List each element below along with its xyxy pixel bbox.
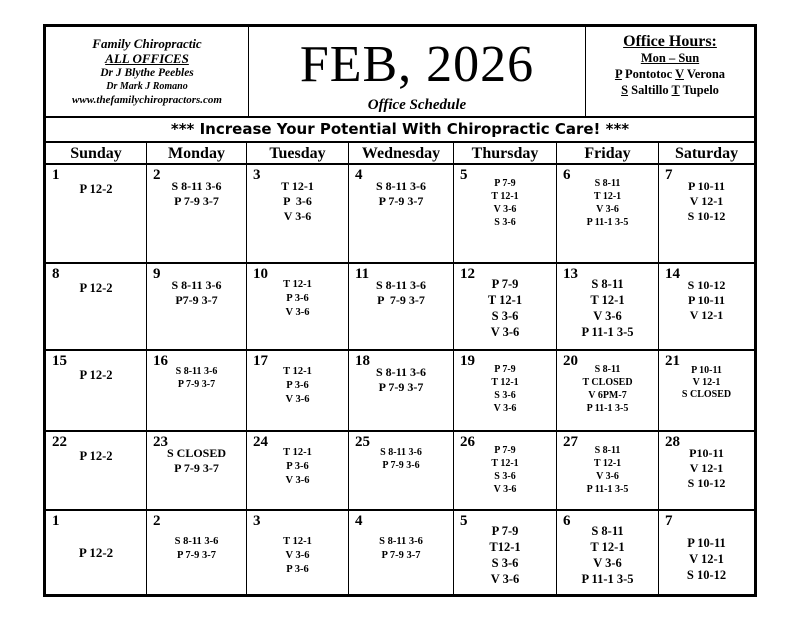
calendar-frame: [43, 24, 757, 597]
schedule-lines: [557, 276, 658, 340]
schedule-lines: [454, 444, 556, 496]
schedule-line: T 12-1: [281, 179, 314, 193]
legend-office: Tupelo: [679, 83, 719, 97]
schedule-line: S 3-6: [491, 556, 519, 570]
schedule-line: P 7-9 3-6: [382, 460, 420, 471]
schedule-lines: [349, 179, 453, 209]
day-cell: [454, 432, 557, 511]
schedule-lines: [659, 535, 754, 583]
schedule-lines: [557, 177, 658, 229]
day-number: 19: [460, 353, 475, 369]
legend-code: S: [621, 83, 629, 97]
schedule-line: S 8-11 3-6: [171, 179, 222, 193]
day-cell: [349, 351, 454, 432]
schedule-lines: [247, 179, 348, 224]
schedule-line: P 7-9 3-7: [378, 194, 424, 208]
schedule-line: S 8-11 3-6: [380, 447, 422, 458]
schedule-line: P 12-2: [79, 449, 113, 463]
day-number: 16: [153, 353, 168, 369]
day-cell: [46, 432, 147, 511]
day-number: 13: [563, 266, 578, 282]
schedule-line: P 12-2: [79, 281, 113, 295]
day-cell: [46, 264, 147, 351]
schedule-lines: [147, 179, 246, 209]
schedule-line: T 12-1: [491, 377, 519, 388]
practice-name: Family Chiropractic: [92, 36, 202, 51]
schedule-line: P 7-9 3-7: [176, 550, 217, 561]
schedule-line: P 11-1 3-5: [581, 572, 634, 586]
schedule-lines: [46, 181, 146, 197]
schedule-line: V 12-1: [692, 377, 721, 388]
schedule-lines: [349, 446, 453, 472]
schedule-line: P 11-1 3-5: [586, 217, 629, 228]
schedule-line: P 7-9 3-7: [174, 461, 219, 475]
day-number: 21: [665, 353, 680, 369]
day-number: 7: [665, 513, 673, 529]
day-number: 22: [52, 434, 67, 450]
schedule-line: S 8-11: [591, 524, 624, 538]
schedule-line: S 8-11 3-6: [171, 278, 222, 292]
day-cell: [247, 165, 349, 264]
schedule-line: P 11-1 3-5: [586, 403, 629, 414]
schedule-line: S 8-11 3-6: [379, 536, 423, 547]
day-number: 8: [52, 266, 60, 282]
day-number: 12: [460, 266, 475, 282]
weekday-header: Wednesday: [349, 143, 454, 165]
schedule-line: P 10-11: [687, 179, 725, 193]
day-number: 2: [153, 167, 161, 183]
schedule-lines: [147, 365, 246, 391]
schedule-line: T 12-1: [491, 458, 519, 469]
legend-office: Saltillo: [628, 83, 672, 97]
schedule-line: P7-9 3-7: [175, 293, 218, 307]
day-cell: [557, 165, 659, 264]
legend-code: V: [675, 67, 684, 81]
schedule-line: V 3-6: [285, 394, 310, 405]
month-title: FEB, 2026: [299, 36, 535, 93]
schedule-line: P 7-9 3-7: [378, 380, 424, 394]
schedule-line: S 8-11 3-6: [375, 365, 426, 379]
schedule-line: P 7-9 3-7: [174, 194, 219, 208]
schedule-line: P 7-9: [494, 178, 516, 189]
schedule-line: V 3-6: [285, 475, 310, 486]
legend-code: P: [614, 67, 622, 81]
day-cell: [46, 165, 147, 264]
schedule-line: V 3-6: [593, 309, 622, 323]
schedule-line: P 11-1 3-5: [586, 484, 629, 495]
weekday-header: Sunday: [46, 143, 147, 165]
schedule-line: V 3-6: [493, 403, 517, 414]
schedule-line: V 12-1: [689, 461, 724, 475]
schedule-line: S 3-6: [494, 471, 516, 482]
schedule-line: S 10-12: [687, 476, 726, 490]
schedule-line: S 8-11 3-6: [174, 536, 219, 547]
schedule-line: P 11-1 3-5: [581, 325, 634, 339]
schedule-line: S 8-11 3-6: [375, 278, 426, 292]
schedule-line: T CLOSED: [582, 377, 633, 388]
day-number: 27: [563, 434, 578, 450]
day-cell: [147, 165, 247, 264]
day-cell: [659, 511, 754, 594]
weekday-header: Monday: [147, 143, 247, 165]
day-cell: [147, 432, 247, 511]
day-cell: [147, 351, 247, 432]
schedule-lines: [247, 278, 348, 320]
schedule-lines: [247, 365, 348, 407]
office-legend-line-1: [586, 66, 754, 82]
schedule-lines: [349, 365, 453, 395]
schedule-line: P 12-2: [79, 368, 113, 382]
schedule-lines: [659, 278, 754, 323]
day-number: 20: [563, 353, 578, 369]
schedule-line: S 10-12: [687, 209, 726, 223]
schedule-lines: [454, 177, 556, 229]
schedule-line: T12-1: [489, 540, 521, 554]
schedule-line: P 7-9 3-7: [381, 550, 421, 561]
doctor-2: Dr Mark J Romano: [106, 81, 188, 92]
schedule-line: S 8-11: [594, 445, 621, 456]
schedule-lines: [659, 179, 754, 224]
schedule-line: P 7-9: [494, 364, 516, 375]
day-number: 6: [563, 167, 571, 183]
schedule-lines: [557, 363, 658, 415]
day-cell: [454, 165, 557, 264]
schedule-line: T 12-1: [593, 458, 622, 469]
schedule-line: S CLOSED: [681, 389, 732, 400]
day-cell: [659, 351, 754, 432]
schedule-lines: [46, 448, 146, 464]
schedule-lines: [349, 278, 453, 308]
day-cell: [349, 264, 454, 351]
schedule-lines: [147, 535, 246, 563]
schedule-lines: [659, 365, 754, 401]
day-cell: [454, 511, 557, 594]
schedule-line: P 3-6: [286, 293, 309, 304]
schedule-line: S 8-11 3-6: [375, 179, 426, 193]
schedule-line: S 8-11: [591, 277, 624, 291]
schedule-line: T 12-1: [590, 293, 625, 307]
day-number: 5: [460, 513, 468, 529]
day-cell: [147, 264, 247, 351]
day-number: 18: [355, 353, 370, 369]
day-cell: [454, 351, 557, 432]
weekday-header: Saturday: [659, 143, 754, 165]
schedule-line: P 7-9: [494, 445, 516, 456]
schedule-lines: [46, 545, 146, 561]
schedule-line: V 12-1: [689, 308, 724, 322]
schedule-line: T 12-1: [593, 191, 622, 202]
schedule-lines: [349, 535, 453, 563]
schedule-line: P 3-6: [286, 380, 309, 391]
day-cell: [147, 511, 247, 594]
schedule-line: P 10-11: [687, 536, 726, 550]
day-number: 28: [665, 434, 680, 450]
day-number: 15: [52, 353, 67, 369]
weekday-header: Thursday: [454, 143, 557, 165]
day-cell: [557, 264, 659, 351]
practice-info: [46, 27, 249, 118]
day-number: 14: [665, 266, 680, 282]
schedule-line: T 12-1: [283, 536, 312, 547]
day-number: 2: [153, 513, 161, 529]
day-number: 4: [355, 167, 363, 183]
day-cell: [659, 165, 754, 264]
title-block: [249, 27, 586, 118]
schedule-lines: [147, 278, 246, 308]
schedule-line: V 3-6: [490, 325, 520, 339]
schedule-lines: [46, 280, 146, 296]
legend-office: Verona: [683, 67, 726, 81]
day-cell: [349, 511, 454, 594]
day-number: 7: [665, 167, 673, 183]
day-number: 26: [460, 434, 475, 450]
schedule-lines: [659, 446, 754, 491]
promo-banner: *** Increase Your Potential With Chiropractic Care! ***: [46, 118, 754, 143]
doctor-1: Dr J Blythe Peebles: [100, 67, 194, 79]
schedule-line: V 12-1: [689, 552, 724, 566]
schedule-line: V 3-6: [596, 471, 619, 482]
day-number: 11: [355, 266, 370, 282]
schedule-line: P10-11: [689, 446, 724, 460]
schedule-line: V 3-6: [490, 572, 520, 586]
schedule-line: S 8-11: [594, 364, 621, 375]
schedule-lines: [454, 363, 556, 415]
schedule-line: V 3-6: [593, 556, 622, 570]
schedule-line: S 3-6: [491, 309, 519, 323]
day-cell: [247, 264, 349, 351]
schedule-line: P 3-6: [286, 564, 309, 575]
day-number: 6: [563, 513, 571, 529]
day-number: 1: [52, 513, 60, 529]
day-number: 24: [253, 434, 268, 450]
office-hours-title: Office Hours:: [623, 33, 717, 50]
office-hours-days: Mon – Sun: [640, 51, 700, 65]
schedule-line: P 3-6: [286, 461, 309, 472]
day-number: 10: [253, 266, 268, 282]
schedule-lines: [454, 276, 556, 340]
schedule-lines: [454, 523, 556, 587]
day-number: 5: [460, 167, 468, 183]
schedule-lines: [557, 444, 658, 496]
day-cell: [454, 264, 557, 351]
day-cell: [247, 432, 349, 511]
schedule-line: S CLOSED: [166, 446, 227, 460]
schedule-line: S 8-11: [594, 178, 621, 189]
day-cell: [247, 511, 349, 594]
day-cell: [46, 511, 147, 594]
day-cell: [557, 351, 659, 432]
office-hours: [586, 27, 754, 118]
website: www.thefamilychiropractors.com: [72, 94, 222, 106]
schedule-line: P 7-9: [491, 524, 519, 538]
day-cell: [247, 351, 349, 432]
day-cell: [659, 432, 754, 511]
legend-code: T: [671, 83, 680, 97]
schedule-lines: [46, 367, 146, 383]
schedule-line: P 10-11: [691, 365, 722, 376]
office-legend-line-2: [586, 82, 754, 98]
day-number: 1: [52, 167, 60, 183]
day-cell: [659, 264, 754, 351]
day-number: 17: [253, 353, 268, 369]
schedule-lines: [247, 535, 348, 577]
schedule-lines: [147, 446, 246, 476]
day-number: 3: [253, 167, 261, 183]
schedule-line: P 10-11: [687, 293, 725, 307]
schedule-line: S 8-11 3-6: [175, 366, 218, 377]
schedule-line: P 7-9 3-7: [377, 293, 425, 307]
schedule-subtitle: Office Schedule: [367, 97, 467, 113]
day-number: 3: [253, 513, 261, 529]
schedule-lines: [557, 523, 658, 587]
day-number: 4: [355, 513, 363, 529]
schedule-line: T 12-1: [590, 540, 625, 554]
day-cell: [46, 351, 147, 432]
schedule-line: P 7-9: [491, 277, 519, 291]
schedule-line: P 12-2: [78, 545, 114, 560]
weekday-header: Friday: [557, 143, 659, 165]
schedule-line: T 12-1: [283, 366, 312, 377]
schedule-line: V 3-6: [283, 209, 312, 223]
schedule-line: T 12-1: [487, 293, 523, 307]
schedule-line: V 3-6: [493, 204, 517, 215]
schedule-line: V 3-6: [285, 550, 310, 561]
schedule-line: S 10-12: [687, 278, 726, 292]
day-cell: [557, 432, 659, 511]
schedule-line: P 12-2: [79, 182, 113, 196]
schedule-line: V 12-1: [689, 194, 724, 208]
day-number: 23: [153, 434, 168, 450]
weekday-header: Tuesday: [247, 143, 349, 165]
schedule-line: S 3-6: [494, 217, 516, 228]
schedule-line: T 12-1: [491, 191, 519, 202]
schedule-line: S 10-12: [686, 568, 727, 582]
schedule-line: S 3-6: [494, 390, 516, 401]
schedule-line: V 3-6: [285, 307, 310, 318]
day-number: 9: [153, 266, 161, 282]
offices-label: ALL OFFICES: [105, 51, 189, 66]
day-number: 25: [355, 434, 370, 450]
legend-office: Pontotoc: [621, 67, 676, 81]
day-cell: [349, 432, 454, 511]
schedule-lines: [247, 446, 348, 488]
schedule-line: T 12-1: [283, 279, 312, 290]
day-cell: [349, 165, 454, 264]
schedule-line: T 12-1: [283, 447, 312, 458]
schedule-line: P 7-9 3-7: [177, 379, 216, 390]
schedule-line: P 3-6: [283, 194, 312, 208]
schedule-line: V 3-6: [596, 204, 619, 215]
schedule-line: V 3-6: [493, 484, 517, 495]
schedule-line: V 6PM-7: [588, 390, 627, 401]
day-cell: [557, 511, 659, 594]
